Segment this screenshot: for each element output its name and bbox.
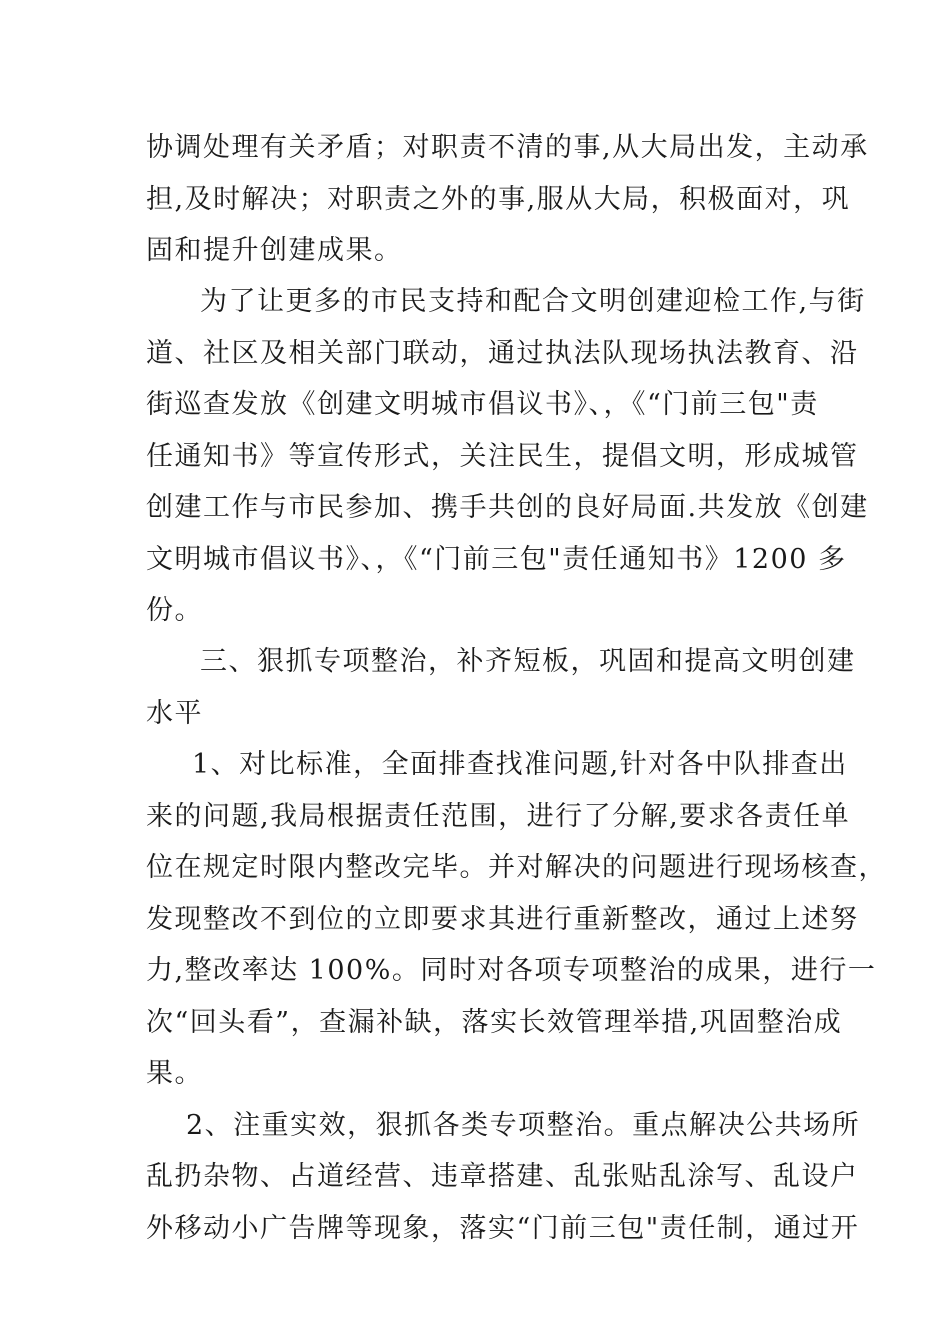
text-line: 道、社区及相关部门联动，通过执法队现场执法教育、沿 [146,338,859,369]
text-line: 外移动小广告牌等现象，落实“门前三包"责任制，通过开 [146,1213,860,1244]
text-line: 创建工作与市民参加、携手共创的良好局面.共发放《创建 [146,492,869,523]
text-line: 果。 [146,1058,203,1089]
text-line: 任通知书》等宣传形式，关注民生，提倡文明，形成城管 [146,441,859,472]
paragraph-first-line: 为了让更多的市民支持和配合文明创建迎检工作,与街 [200,286,866,317]
paragraph-first-line: 1、对比标准，全面排查找准问题,针对各中队排查出 [192,749,848,780]
text-line: 协调处理有关矛盾；对职责不清的事,从大局出发，主动承 [146,132,869,163]
text-line: 来的问题,我局根据责任范围，进行了分解,要求各责任单 [146,801,851,832]
text-line: 担,及时解决；对职责之外的事,服从大局，积极面对，巩 [146,184,851,215]
text-line: 份。 [146,595,203,626]
text-line: 力,整改率达 100%。同时对各项专项整治的成果，进行一 [146,955,877,986]
text-line: 位在规定时限内整改完毕。并对解决的问题进行现场核查， [146,852,887,883]
text-line: 次“回头看”，查漏补缺，落实长效管理举措,巩固整治成 [146,1007,843,1038]
text-line: 固和提升创建成果。 [146,235,403,266]
text-line: 文明城市倡议书》、，《“门前三包"责任通知书》1200 多 [146,544,847,575]
text-line: 乱扔杂物、占道经营、违章搭建、乱张贴乱涂写、乱设户 [146,1161,859,1192]
section-heading: 三、狠抓专项整治，补齐短板，巩固和提高文明创建 [200,646,856,677]
text-line: 发现整改不到位的立即要求其进行重新整改，通过上述努 [146,904,859,935]
paragraph-first-line: 2、注重实效，狠抓各类专项整治。重点解决公共场所 [186,1110,861,1141]
text-line: 街巡查发放《创建文明城市倡议书》、，《“门前三包"责 [146,389,819,420]
section-heading-cont: 水平 [146,698,203,729]
